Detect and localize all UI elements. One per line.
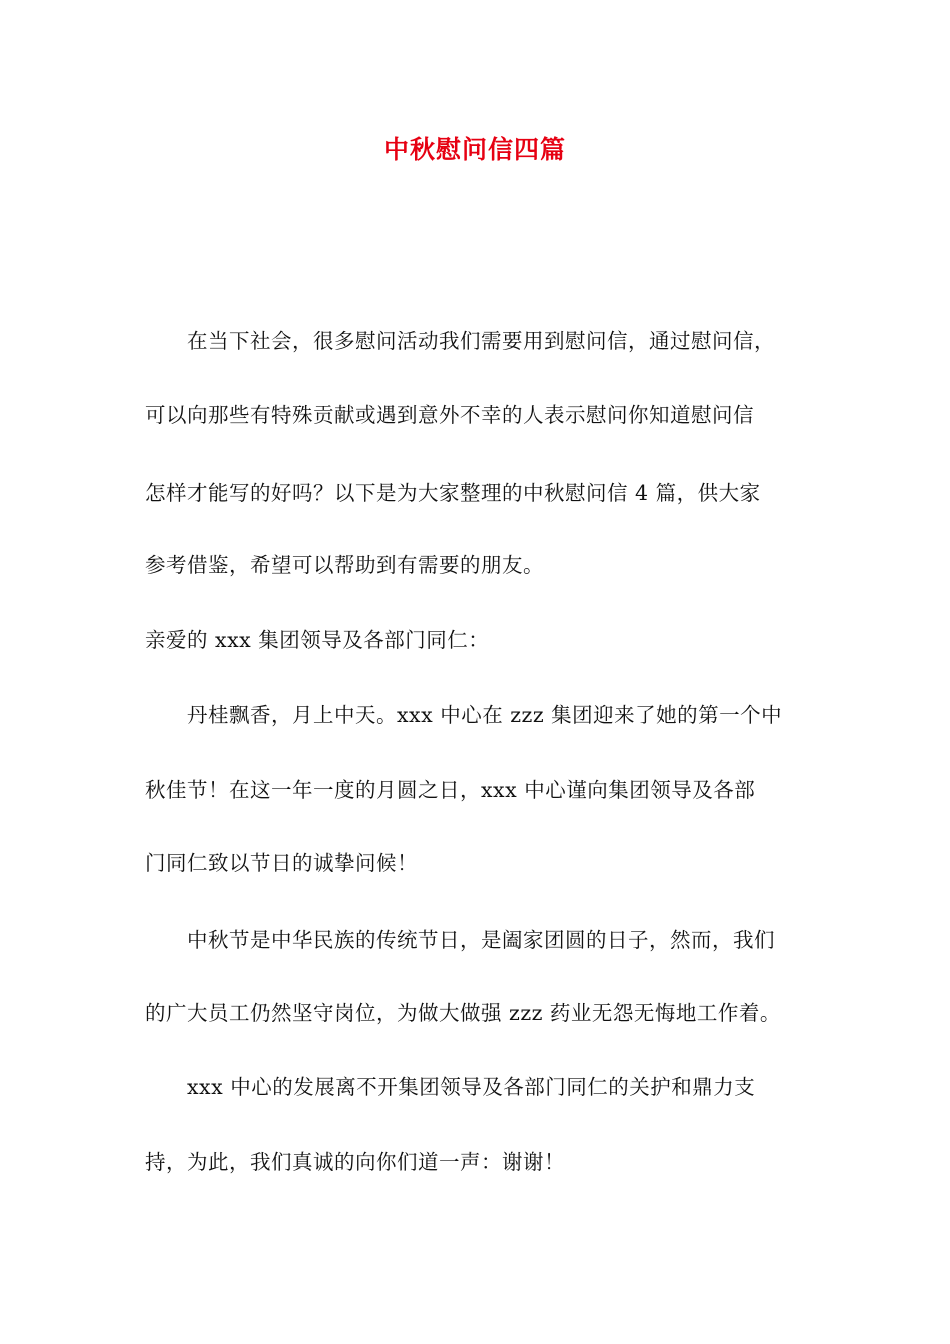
paragraph-line: 参考借鉴，希望可以帮助到有需要的朋友。 bbox=[145, 553, 544, 577]
paragraph-line: 可以向那些有特殊贡献或遇到意外不幸的人表示慰问你知道慰问信 bbox=[145, 403, 754, 427]
paragraph-line: 的广大员工仍然坚守岗位，为做大做强 zzz 药业无怨无悔地工作着。 bbox=[145, 1001, 781, 1025]
paragraph-line: 中秋节是中华民族的传统节日，是阖家团圆的日子，然而，我们 bbox=[145, 928, 775, 952]
document-title: 中秋慰问信四篇 bbox=[383, 135, 566, 164]
paragraph-line: 持，为此，我们真诚的向你们道一声：谢谢！ bbox=[145, 1150, 565, 1174]
paragraph-line: xxx 中心的发展离不开集团领导及各部门同仁的关护和鼎力支 bbox=[145, 1075, 756, 1099]
paragraph-line: 怎样才能写的好吗？以下是为大家整理的中秋慰问信 4 篇，供大家 bbox=[145, 481, 761, 505]
salutation-line: 亲爱的 xxx 集团领导及各部门同仁： bbox=[145, 628, 490, 652]
paragraph-line: 秋佳节！在这一年一度的月圆之日，xxx 中心谨向集团领导及各部 bbox=[145, 778, 756, 802]
paragraph-line: 在当下社会，很多慰问活动我们需要用到慰问信，通过慰问信， bbox=[145, 329, 775, 353]
paragraph-line: 门同仁致以节日的诚挚问候！ bbox=[145, 851, 418, 875]
paragraph-line: 丹桂飘香，月上中天。xxx 中心在 zzz 集团迎来了她的第一个中 bbox=[145, 703, 783, 727]
